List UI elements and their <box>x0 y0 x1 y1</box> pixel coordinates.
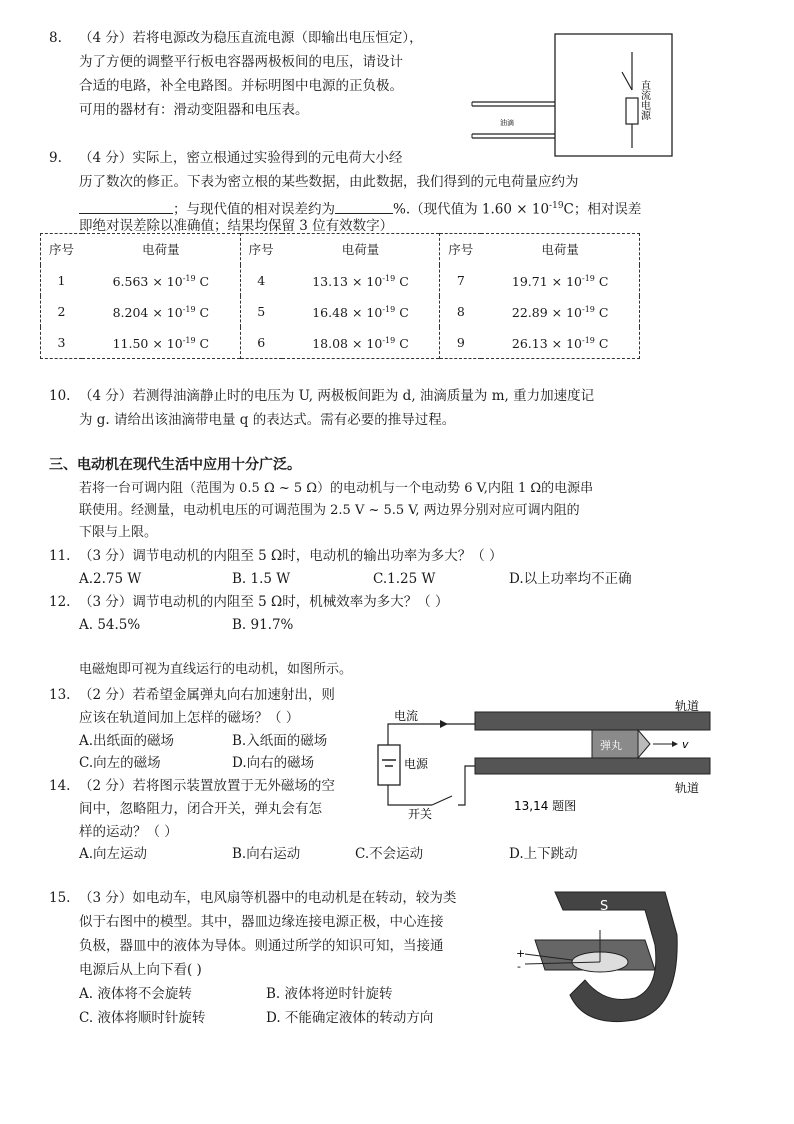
oil-drop-label: 油滴 <box>500 119 514 127</box>
q15-option-a[interactable]: A. 液体将不会旋转 <box>79 986 192 1002</box>
q8-line3: 合适的电路，补全电路图。并标明图中电源的正负极。 <box>79 78 403 94</box>
q11-option-a[interactable]: A.2.75 W <box>79 571 142 587</box>
q15-option-d[interactable]: D. 不能确定液体的转动方向 <box>266 1010 434 1026</box>
q15-line1: （3 分）如电动车，电风扇等机器中的电动机是在转动，较为类 <box>79 890 457 906</box>
table-header-row <box>41 234 640 266</box>
table-cell-index: 1 <box>57 272 66 288</box>
q13-option-b[interactable]: B.入纸面的磁场 <box>232 733 328 749</box>
table-header: 电荷量 <box>341 241 380 257</box>
q11-stem: （3 分）调节电动机的内阻至 5 Ω时，电动机的输出功率为多大？（ ） <box>79 548 503 564</box>
liquid-rotation-figure <box>515 880 685 1030</box>
q12-stem: （3 分）调节电动机的内阻至 5 Ω时，机械效率为多大？（ ） <box>79 594 449 610</box>
q12-number: 12. <box>49 594 71 610</box>
table-cell-charge: $16.48 \times 10^{-19}$ C <box>312 304 409 321</box>
q10-line1: （4 分）若测得油滴静止时的电压为 U, 两极板间距为 d, 油滴质量为 m, 重力加速度记 <box>79 388 595 404</box>
plus-terminal: + <box>516 947 526 960</box>
q9-line2: 历了数次的修正。下表为密立根的某些数据，由此数据，我们得到的元电荷量应约为 <box>79 174 579 190</box>
table-cell-charge: $13.13 \times 10^{-19}$ C <box>312 273 409 290</box>
q9-line1: （4 分）实际上，密立根通过实验得到的元电荷大小经 <box>79 150 403 166</box>
q9-line4: 即绝对误差除以准确值；结果均保留 3 位有效数字） <box>79 218 394 234</box>
current-label: 电流 <box>394 709 419 723</box>
q14-option-b[interactable]: B.向右运动 <box>232 846 301 862</box>
q12-option-a[interactable]: A. 54.5% <box>79 617 141 633</box>
table-cell-charge: $18.08 \times 10^{-19}$ C <box>312 335 409 352</box>
table-cell-charge: $26.13 \times 10^{-19}$ C <box>511 335 609 352</box>
top-rail <box>475 712 710 730</box>
q13-option-d[interactable]: D.向右的磁场 <box>232 755 315 771</box>
section3-p1: 若将一台可调内阻（范围为 0.5 Ω ~ 5 Ω）的电动机与一个电动势 6 V,内阻 1 Ω的电源串 <box>79 481 594 496</box>
table-row <box>41 327 640 359</box>
q14-line2: 间中，忽略阻力，闭合开关，弹丸会有怎 <box>79 801 322 817</box>
answer-blank-charge[interactable] <box>79 199 173 214</box>
minus-terminal: - <box>517 960 521 973</box>
table-cell-charge: $8.204 \times 10^{-19}$ C <box>112 304 210 321</box>
q15-option-c[interactable]: C. 液体将顺时针旋转 <box>79 1010 206 1026</box>
railgun-figure <box>370 700 715 820</box>
magnet-pole-label: S <box>600 899 609 914</box>
table-header: 序号 <box>49 241 75 257</box>
table-cell-index: 7 <box>440 265 482 296</box>
q14-option-a[interactable]: A.向左运动 <box>79 846 148 862</box>
q13-option-a[interactable]: A.出纸面的磁场 <box>79 733 175 749</box>
q11-option-d[interactable]: D.以上功率均不正确 <box>509 571 632 587</box>
switch[interactable] <box>432 796 452 805</box>
table-cell-index: 4 <box>240 265 282 296</box>
top-rail-label: 轨道 <box>675 700 700 713</box>
q14-line1: （2 分）若将图示装置放置于无外磁场的空 <box>79 778 335 794</box>
velocity-label: v <box>682 738 689 751</box>
table-cell-index: 8 <box>440 296 482 327</box>
q9-number: 9. <box>49 150 62 166</box>
bottom-rail <box>475 758 710 774</box>
table-cell-index: 2 <box>57 303 66 319</box>
power-source-box <box>378 745 400 785</box>
table-cell-index: 9 <box>440 327 482 359</box>
switch-label: 开关 <box>408 807 433 820</box>
table-cell-charge: $6.563 \times 10^{-19}$ C <box>112 273 210 290</box>
q15-option-b[interactable]: B. 液体将逆时针旋转 <box>266 986 393 1002</box>
q13-number: 13. <box>49 687 71 703</box>
q10-number: 10. <box>49 388 71 404</box>
charge-data-table <box>40 233 640 359</box>
q8-line1: （4 分）若将电源改为稳压直流电源（即输出电压恒定）， <box>79 30 423 46</box>
table-cell-charge: $19.71 \times 10^{-19}$ C <box>511 273 609 290</box>
table-cell-index: 5 <box>240 296 282 327</box>
table-row <box>41 296 640 327</box>
q10-line2: 为 g. 请给出该油滴带电量 q 的表达式。需有必要的推导过程。 <box>79 412 456 428</box>
q11-number: 11. <box>49 548 71 564</box>
q14-option-d[interactable]: D.上下跳动 <box>509 846 578 862</box>
table-header: 序号 <box>440 234 482 266</box>
q11-option-c[interactable]: C.1.25 W <box>373 571 436 587</box>
q15-number: 15. <box>49 890 71 906</box>
q11-option-b[interactable]: B. 1.5 W <box>232 571 291 587</box>
section3-p2: 联使用。经测量，电动机电压的可调范围为 2.5 V ~ 5.5 V, 两边界分别对应可调内阻的 <box>79 503 580 518</box>
q8-circuit-figure <box>462 30 677 160</box>
dc-source-label: 直流电源 <box>638 80 650 120</box>
bottom-rail-label: 轨道 <box>675 781 700 795</box>
railgun-intro: 电磁炮即可视为直线运行的电动机，如图所示。 <box>79 662 353 677</box>
q9-line3: ；与现代值的相对误差约为 %.（现代值为 $1.60 \times 10^{-19}C$；相对误差 <box>79 194 641 222</box>
q14-number: 14. <box>49 778 71 794</box>
q15-line4: 电源后从上向下看( ) <box>79 962 202 978</box>
table-header: 电荷量 <box>541 241 579 257</box>
power-source-label: 电源 <box>404 757 429 771</box>
section3-p3: 下限与上限。 <box>79 525 158 540</box>
table-row <box>41 265 640 296</box>
table-cell-index: 6 <box>240 327 282 359</box>
table-cell-index: 3 <box>57 334 66 350</box>
q15-line3: 负极，器皿中的液体为导体。则通过所学的知识可知，当接通 <box>79 938 444 954</box>
q8-line4: 可用的器材有：滑动变阻器和电压表。 <box>79 102 309 118</box>
table-header: 序号 <box>240 234 282 266</box>
q12-option-b[interactable]: B. 91.7% <box>232 617 294 633</box>
q13-line1: （2 分）若希望金属弹丸向右加速射出，则 <box>79 687 335 703</box>
q8-number: 8. <box>49 30 62 46</box>
q13-option-c[interactable]: C.向左的磁场 <box>79 755 161 771</box>
table-cell-charge: $22.89 \times 10^{-19}$ C <box>511 304 609 321</box>
section3-title: 三、电动机在现代生活中应用十分广泛。 <box>49 457 301 473</box>
q13-line2: 应该在轨道间加上怎样的磁场？（ ） <box>79 710 300 726</box>
table-cell-charge: $11.50 \times 10^{-19}$ C <box>112 335 210 352</box>
q14-line3: 样的运动？（ ） <box>79 824 178 840</box>
q15-line2: 似于右图中的模型。其中，器皿边缘连接电源正极，中心连接 <box>79 914 444 930</box>
figure-caption: 13,14 题图 <box>514 799 577 813</box>
q8-line2: 为了方便的调整平行板电容器两极板间的电压，请设计 <box>79 54 403 70</box>
table-header: 电荷量 <box>142 241 180 257</box>
q14-option-c[interactable]: C.不会运动 <box>355 846 424 862</box>
pellet-label: 弹丸 <box>600 739 622 752</box>
answer-blank-error[interactable] <box>335 199 393 214</box>
